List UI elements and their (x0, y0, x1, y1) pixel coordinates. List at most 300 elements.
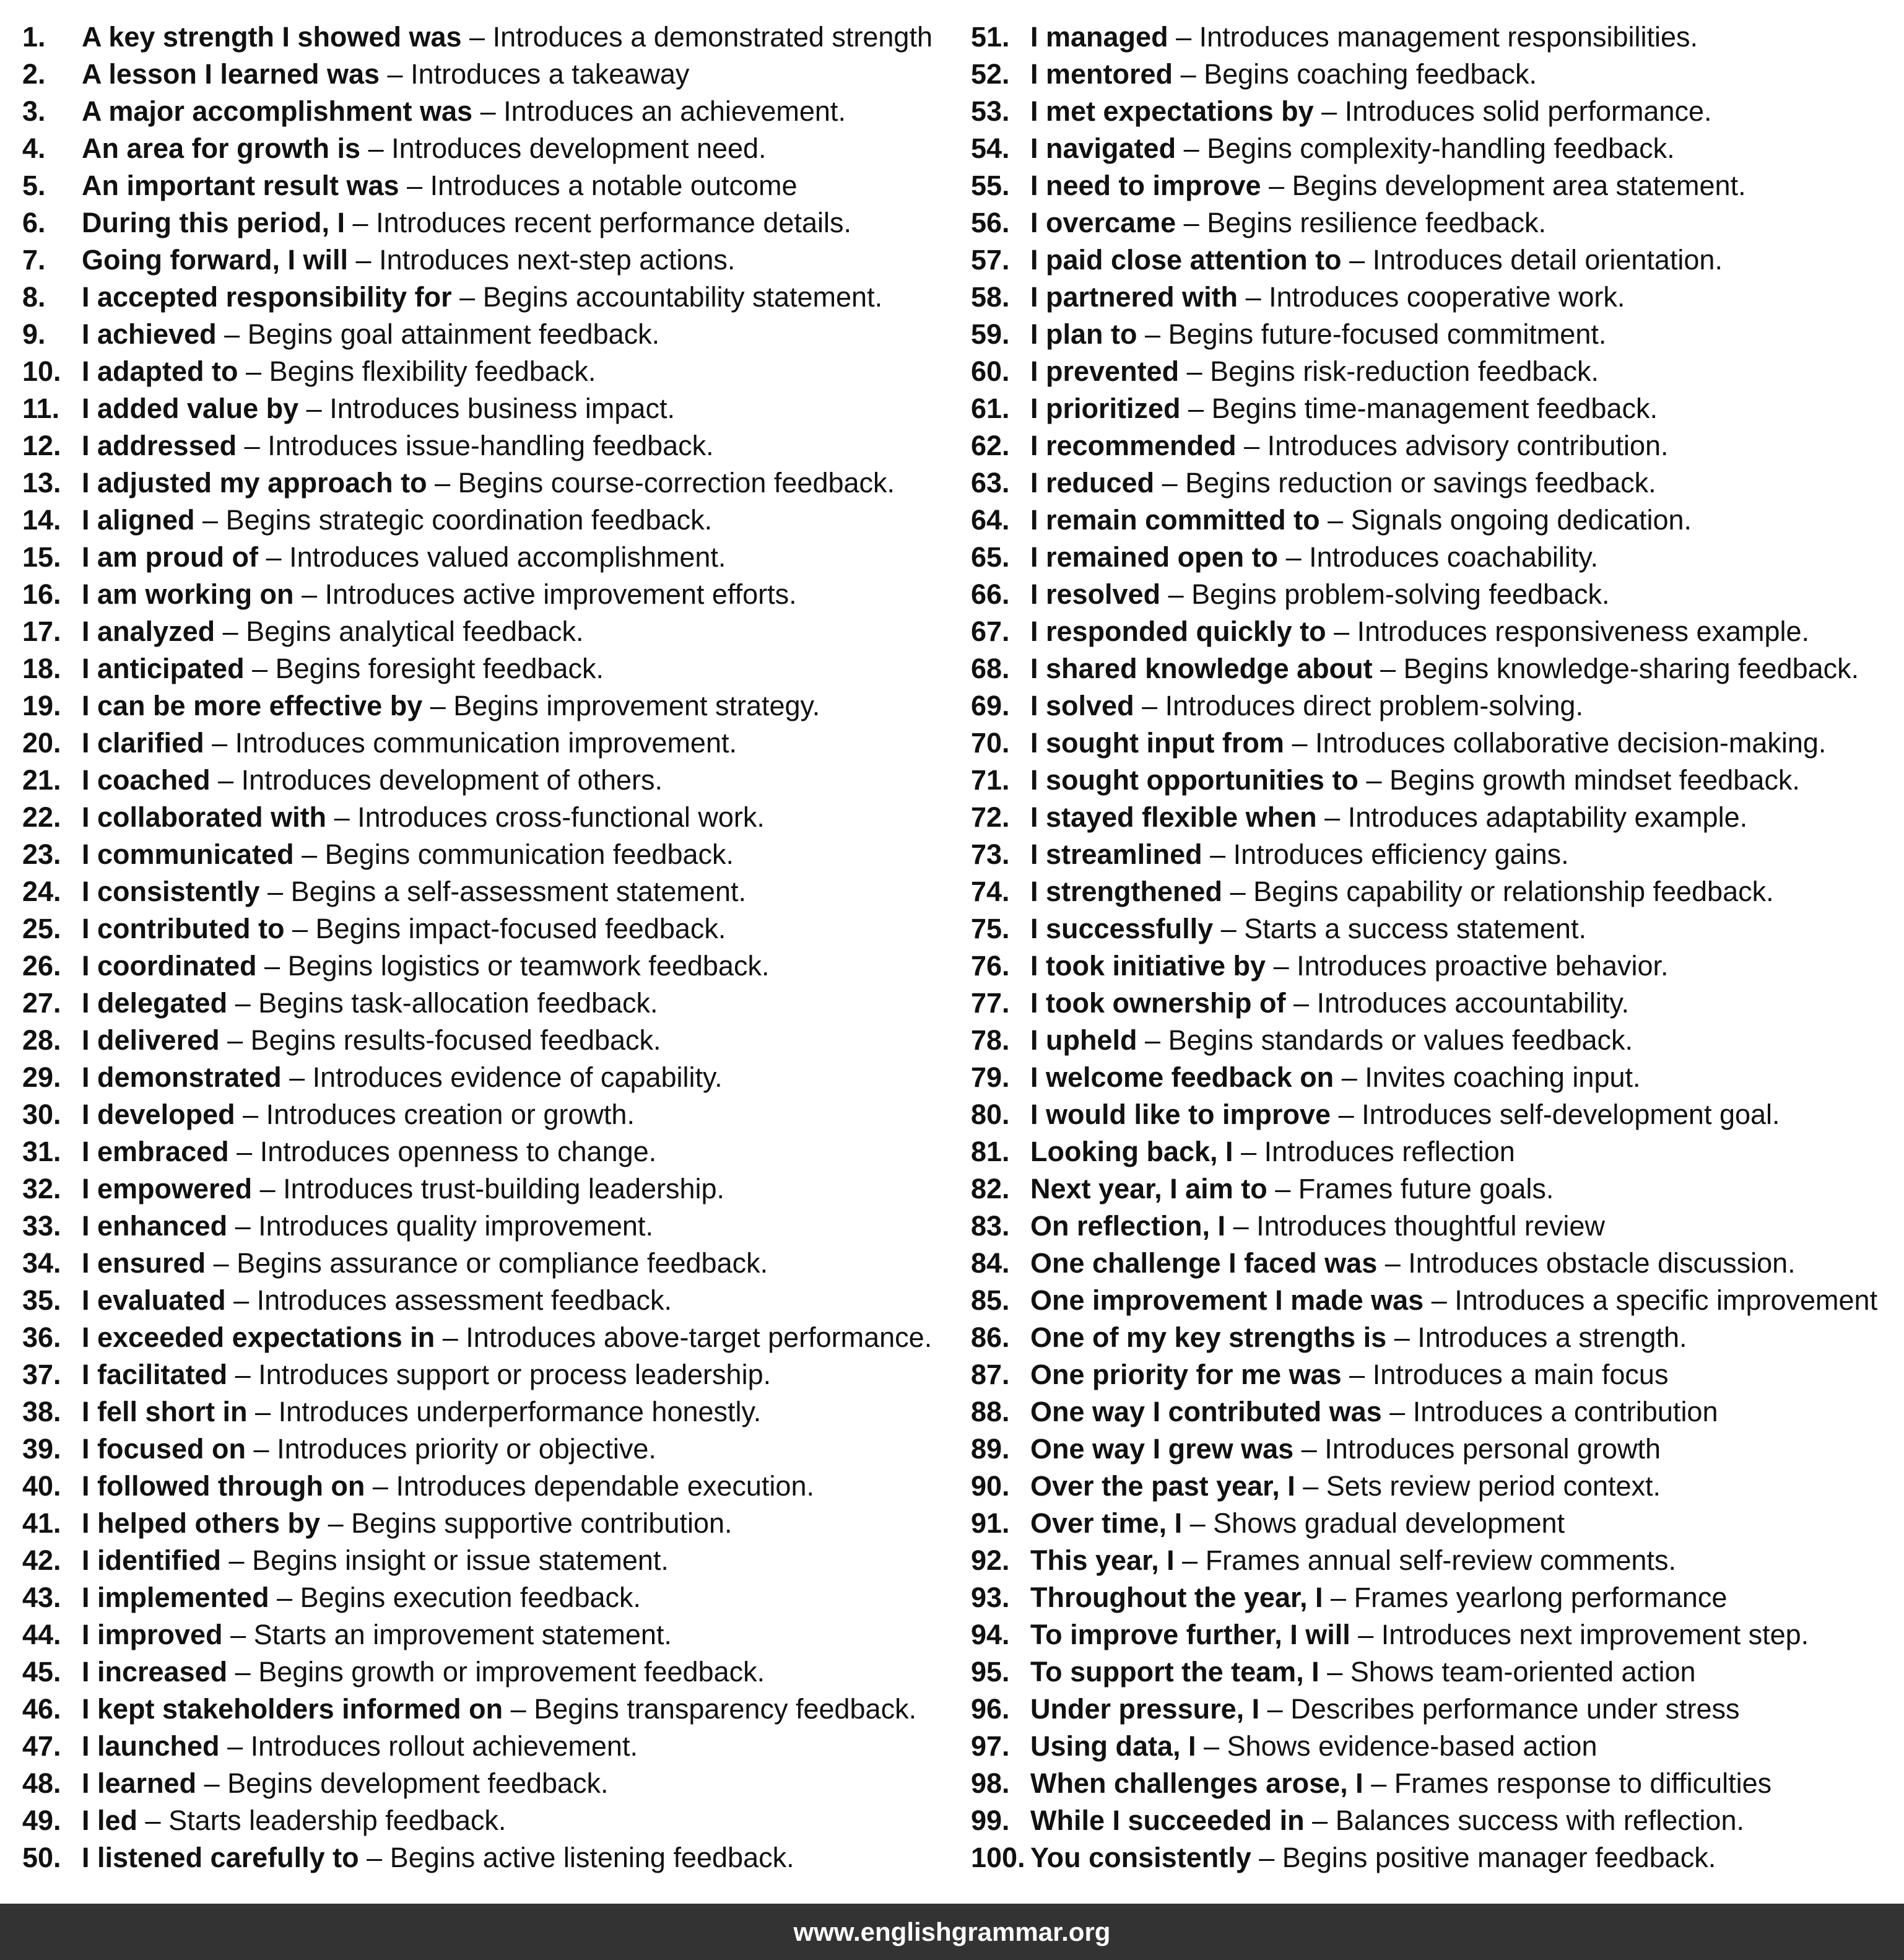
list-item (22, 613, 951, 650)
item-number: 14. (22, 504, 61, 536)
list-item (971, 650, 1900, 687)
item-body (82, 204, 851, 242)
item-body (82, 576, 797, 613)
item-number: 33. (22, 1210, 61, 1242)
item-body (1030, 1319, 1687, 1356)
item-number: 10. (22, 355, 61, 387)
item-phrase: I prioritized (1030, 393, 1181, 424)
item-number: 45. (22, 1656, 61, 1688)
list-item (971, 985, 1900, 1022)
item-number: 94. (971, 1619, 1010, 1650)
list-item (971, 1282, 1900, 1319)
list-item (22, 910, 951, 947)
item-separator: – (1168, 578, 1184, 610)
item-description: Sets review period context. (1326, 1470, 1661, 1502)
item-separator: – (334, 801, 350, 833)
item-separator: – (292, 913, 308, 944)
item-description: Introduces coachability. (1309, 541, 1599, 573)
item-description: Begins development feedback. (227, 1767, 609, 1799)
list-item (971, 19, 1900, 56)
item-description: Begins assurance or compliance feedback. (237, 1247, 768, 1279)
item-separator: – (204, 1767, 220, 1799)
item-phrase: I developed (82, 1099, 235, 1130)
item-phrase: I mentored (1030, 58, 1173, 90)
item-description: Begins flexibility feedback. (269, 355, 596, 387)
item-description: Begins impact-focused feedback. (315, 913, 726, 944)
item-body (1030, 1728, 1598, 1765)
item-body (82, 539, 726, 576)
list-item (971, 1170, 1900, 1208)
item-phrase: I demonstrated (82, 1061, 282, 1093)
item-separator: – (235, 987, 251, 1019)
item-phrase: I implemented (82, 1582, 269, 1613)
item-body (1030, 353, 1599, 390)
list-item (22, 1208, 951, 1245)
list-item (971, 1728, 1900, 1765)
item-description: Introduces thoughtful review (1256, 1210, 1605, 1242)
item-separator: – (1162, 467, 1178, 499)
list-item (22, 279, 951, 316)
item-description: Frames annual self-review comments. (1205, 1544, 1676, 1576)
item-body (1030, 1059, 1641, 1096)
list-item (971, 762, 1900, 799)
item-separator: – (1269, 170, 1285, 201)
item-separator: – (442, 1322, 458, 1353)
item-description: Begins time-management feedback. (1211, 393, 1658, 424)
item-phrase: When challenges arose, I (1030, 1767, 1363, 1799)
item-phrase: You consistently (1030, 1842, 1251, 1873)
item-phrase: I sought input from (1030, 727, 1284, 759)
list-item (22, 464, 951, 502)
item-separator: – (1182, 1544, 1198, 1576)
item-description: Begins development area statement. (1292, 170, 1746, 201)
item-number: 50. (22, 1842, 61, 1873)
item-number: 12. (22, 430, 61, 461)
item-number: 21. (22, 764, 61, 796)
item-separator: – (218, 764, 234, 796)
item-separator: – (235, 1656, 251, 1688)
item-separator: – (246, 355, 262, 387)
list-item (22, 427, 951, 464)
item-phrase: During this period, I (82, 207, 345, 238)
list-item (971, 873, 1900, 910)
item-body (82, 1022, 661, 1059)
item-description: Introduces trust-building leadership. (283, 1173, 725, 1204)
item-number: 91. (971, 1507, 1010, 1539)
item-description: Introduces evidence of capability. (312, 1061, 723, 1093)
list-item (971, 1505, 1900, 1542)
item-number: 58. (971, 281, 1010, 313)
item-number: 37. (22, 1359, 61, 1390)
list-item (22, 1802, 951, 1839)
item-number: 68. (971, 653, 1010, 684)
item-body (82, 613, 584, 650)
item-body (1030, 1839, 1716, 1876)
item-body (1030, 1208, 1605, 1245)
item-separator: – (1358, 1619, 1374, 1650)
item-body (82, 799, 765, 836)
item-body (1030, 1579, 1727, 1616)
item-description: Begins improvement strategy. (453, 690, 820, 721)
item-number: 78. (971, 1024, 1010, 1056)
item-separator: – (227, 1024, 243, 1056)
item-number: 74. (971, 876, 1010, 907)
item-number: 4. (22, 133, 46, 164)
item-body (82, 650, 604, 687)
item-description: Introduces a strength. (1417, 1322, 1687, 1353)
item-body (1030, 910, 1586, 947)
item-number: 81. (971, 1136, 1010, 1167)
item-body (1030, 1802, 1744, 1839)
item-phrase: I accepted responsibility for (82, 281, 452, 313)
list-item (971, 613, 1900, 650)
item-separator: – (202, 504, 219, 536)
item-phrase: One of my key strengths is (1030, 1322, 1387, 1353)
item-number: 9. (22, 318, 46, 350)
item-description: Begins capability or relationship feedback. (1253, 876, 1774, 907)
item-separator: – (1176, 21, 1192, 53)
list-item (22, 1431, 951, 1468)
item-number: 86. (971, 1322, 1010, 1353)
item-separator: – (243, 1099, 259, 1130)
item-number: 73. (971, 838, 1010, 870)
item-separator: – (480, 95, 496, 127)
item-phrase: I remained open to (1030, 541, 1279, 573)
footer-url[interactable]: www.englishgrammar.org (793, 1917, 1111, 1946)
item-separator: – (368, 133, 384, 164)
item-phrase: This year, I (1030, 1544, 1175, 1576)
item-phrase: I empowered (82, 1173, 253, 1204)
item-body (1030, 390, 1658, 427)
list-item (22, 1542, 951, 1579)
item-number: 69. (971, 690, 1010, 721)
item-body (82, 279, 882, 316)
item-body (82, 1542, 669, 1579)
item-description: Introduces advisory contribution. (1267, 430, 1669, 461)
item-phrase: I welcome feedback on (1030, 1061, 1334, 1093)
item-body (82, 1839, 794, 1876)
list-item (22, 19, 951, 56)
item-body (82, 56, 689, 93)
item-phrase: I shared knowledge about (1030, 653, 1373, 684)
item-phrase: I successfully (1030, 913, 1214, 944)
item-separator: – (352, 207, 368, 238)
list-item (22, 1765, 951, 1802)
item-number: 22. (22, 801, 61, 833)
item-phrase: One way I grew was (1030, 1433, 1294, 1465)
list-item (22, 56, 951, 93)
list-item (971, 1208, 1900, 1245)
item-phrase: I launched (82, 1730, 220, 1762)
item-description: Starts a success statement. (1244, 913, 1586, 944)
item-description: Introduces business impact. (329, 393, 675, 424)
item-separator: – (235, 1210, 251, 1242)
item-number: 42. (22, 1544, 61, 1576)
item-number: 62. (971, 430, 1010, 461)
item-phrase: I clarified (82, 727, 204, 759)
item-separator: – (1331, 1582, 1347, 1613)
item-number: 67. (971, 616, 1010, 647)
item-phrase: To improve further, I will (1030, 1619, 1350, 1650)
item-body (1030, 1505, 1565, 1542)
item-body (82, 353, 596, 390)
item-phrase: I exceeded expectations in (82, 1322, 435, 1353)
item-phrase: I kept stakeholders informed on (82, 1693, 503, 1725)
item-number: 70. (971, 727, 1010, 759)
item-number: 1. (22, 21, 46, 53)
item-number: 11. (22, 393, 60, 424)
list-item (971, 502, 1900, 539)
item-separator: – (1188, 393, 1204, 424)
item-separator: – (1341, 1061, 1357, 1093)
item-number: 40. (22, 1470, 61, 1502)
item-body (82, 1393, 761, 1431)
item-separator: – (1145, 1024, 1161, 1056)
item-phrase: I added value by (82, 393, 299, 424)
list-item (22, 390, 951, 427)
item-number: 13. (22, 467, 61, 499)
item-body (1030, 1096, 1780, 1133)
phrase-column-right (971, 19, 1900, 1876)
item-phrase: An important result was (82, 170, 399, 201)
item-phrase: I reduced (1030, 467, 1155, 499)
item-phrase: I prevented (1030, 355, 1180, 387)
item-body (82, 1319, 932, 1356)
item-body (1030, 1170, 1554, 1208)
item-number: 6. (22, 207, 46, 238)
item-separator: – (255, 1396, 271, 1427)
list-item (22, 539, 951, 576)
item-phrase: I aligned (82, 504, 195, 536)
list-item (22, 762, 951, 799)
item-description: Introduces a contribution (1412, 1396, 1718, 1427)
list-item (971, 1393, 1900, 1431)
item-number: 24. (22, 876, 61, 907)
item-body (1030, 947, 1668, 985)
item-description: Begins task-allocation feedback. (258, 987, 658, 1019)
item-phrase: Looking back, I (1030, 1136, 1233, 1167)
item-phrase: Under pressure, I (1030, 1693, 1260, 1725)
item-number: 89. (971, 1433, 1010, 1465)
item-phrase: I took ownership of (1030, 987, 1286, 1019)
item-separator: – (1328, 504, 1344, 536)
item-phrase: I streamlined (1030, 838, 1202, 870)
item-separator: – (1327, 1656, 1343, 1688)
list-item (971, 1431, 1900, 1468)
item-body (1030, 1542, 1676, 1579)
item-phrase: I contributed to (82, 913, 285, 944)
item-phrase: I facilitated (82, 1359, 228, 1390)
item-body (82, 1691, 916, 1728)
item-phrase: I listened carefully to (82, 1842, 359, 1873)
item-phrase: An area for growth is (82, 133, 361, 164)
item-number: 53. (971, 95, 1010, 127)
item-body (1030, 279, 1625, 316)
item-description: Balances success with reflection. (1335, 1805, 1744, 1836)
item-body (1030, 1393, 1718, 1431)
item-phrase: I partnered with (1030, 281, 1238, 313)
item-body (1030, 725, 1826, 762)
item-phrase: I analyzed (82, 616, 215, 647)
item-body (82, 130, 767, 167)
list-item (22, 1653, 951, 1691)
item-body (1030, 1133, 1515, 1170)
item-separator: – (1186, 355, 1202, 387)
item-description: Introduces communication improvement. (235, 727, 737, 759)
item-phrase: I upheld (1030, 1024, 1137, 1056)
list-item (971, 1653, 1900, 1691)
item-phrase: I managed (1030, 21, 1168, 53)
list-item (971, 576, 1900, 613)
item-body (1030, 502, 1692, 539)
list-item (971, 1542, 1900, 1579)
item-number: 19. (22, 690, 61, 721)
item-phrase: I am proud of (82, 541, 258, 573)
item-number: 46. (22, 1693, 61, 1725)
item-number: 87. (971, 1359, 1010, 1390)
item-body (82, 1431, 656, 1468)
item-body (82, 1579, 641, 1616)
item-number: 3. (22, 95, 46, 127)
list-item (971, 836, 1900, 873)
item-number: 60. (971, 355, 1010, 387)
item-description: Frames yearlong performance (1354, 1582, 1728, 1613)
item-phrase: I addressed (82, 430, 237, 461)
item-phrase: I took initiative by (1030, 950, 1266, 982)
item-description: Shows team-oriented action (1350, 1656, 1696, 1688)
item-description: Shows gradual development (1213, 1507, 1565, 1539)
item-separator: – (230, 1619, 246, 1650)
item-description: Introduces issue-handling feedback. (267, 430, 714, 461)
item-phrase: One priority for me was (1030, 1359, 1342, 1390)
item-number: 31. (22, 1136, 61, 1167)
list-item (971, 242, 1900, 279)
item-body (82, 687, 820, 725)
item-description: Introduces self-development goal. (1362, 1099, 1780, 1130)
item-separator: – (235, 1359, 251, 1390)
item-number: 25. (22, 913, 61, 944)
item-description: Begins reduction or savings feedback. (1185, 467, 1656, 499)
item-separator: – (1145, 318, 1161, 350)
list-item (971, 1691, 1900, 1728)
item-number: 28. (22, 1024, 61, 1056)
item-separator: – (355, 244, 372, 276)
item-body (1030, 204, 1546, 242)
item-separator: – (1349, 1359, 1365, 1390)
item-phrase: I adjusted my approach to (82, 467, 427, 499)
item-body (82, 19, 932, 56)
list-item (22, 1096, 951, 1133)
item-phrase: Going forward, I will (82, 244, 349, 276)
item-phrase: Over time, I (1030, 1507, 1183, 1539)
item-separator: – (1245, 281, 1261, 313)
list-item (22, 130, 951, 167)
list-item (22, 650, 951, 687)
item-body (82, 1728, 638, 1765)
list-item (22, 167, 951, 204)
item-description: Begins a self-assessment statement. (290, 876, 746, 907)
item-body (1030, 836, 1569, 873)
item-phrase: I followed through on (82, 1470, 365, 1502)
item-body (1030, 93, 1712, 130)
item-number: 29. (22, 1061, 61, 1093)
item-number: 71. (971, 764, 1010, 796)
item-body (1030, 1356, 1668, 1393)
item-phrase: One improvement I made was (1030, 1284, 1424, 1316)
item-separator: – (1204, 1730, 1220, 1762)
item-phrase: I learned (82, 1767, 197, 1799)
item-separator: – (1142, 690, 1158, 721)
item-body (82, 464, 895, 502)
list-item (22, 836, 951, 873)
item-description: Shows evidence-based action (1227, 1730, 1598, 1762)
item-body (82, 1282, 672, 1319)
item-separator: – (1292, 727, 1308, 759)
item-body (1030, 613, 1809, 650)
list-item (22, 873, 951, 910)
list-item (971, 1133, 1900, 1170)
item-body (1030, 56, 1537, 93)
item-description: Begins active listening feedback. (389, 1842, 794, 1873)
item-description: Begins communication feedback. (324, 838, 734, 870)
item-separator: – (1321, 95, 1337, 127)
item-phrase: I coached (82, 764, 211, 796)
item-number: 77. (971, 987, 1010, 1019)
item-separator: – (244, 430, 260, 461)
item-separator: – (1259, 1842, 1275, 1873)
item-separator: – (1385, 1247, 1401, 1279)
item-separator: – (1301, 1433, 1317, 1465)
item-number: 96. (971, 1693, 1010, 1725)
item-description: Introduces valued accomplishment. (289, 541, 726, 573)
list-item (22, 1468, 951, 1505)
item-separator: – (1233, 1210, 1249, 1242)
list-item (22, 353, 951, 390)
item-body (82, 390, 675, 427)
item-separator: – (233, 1284, 250, 1316)
item-separator: – (1210, 838, 1226, 870)
list-item (971, 1319, 1900, 1356)
item-number: 51. (971, 21, 1010, 53)
list-item (22, 1616, 951, 1653)
item-body (82, 725, 737, 762)
list-item (22, 1059, 951, 1096)
item-phrase: I improved (82, 1619, 223, 1650)
item-body (1030, 985, 1629, 1022)
list-item (22, 947, 951, 985)
item-separator: – (435, 467, 451, 499)
item-description: Begins execution feedback. (300, 1582, 641, 1613)
item-separator: – (1267, 1693, 1283, 1725)
item-separator: – (1371, 1767, 1387, 1799)
item-number: 75. (971, 913, 1010, 944)
item-body (1030, 799, 1747, 836)
item-separator: – (1303, 1470, 1319, 1502)
list-item (22, 502, 951, 539)
item-body (82, 1170, 724, 1208)
item-description: Begins growth mindset feedback. (1389, 764, 1800, 796)
list-item (22, 687, 951, 725)
item-description: Introduces development of others. (241, 764, 663, 796)
item-description: Introduces management responsibilities. (1199, 21, 1698, 53)
item-body (82, 836, 734, 873)
list-item (971, 687, 1900, 725)
item-number: 100. (971, 1842, 1025, 1873)
item-description: Introduces above-target performance. (466, 1322, 932, 1353)
item-description: Introduces accountability. (1316, 987, 1630, 1019)
item-body (1030, 1616, 1809, 1653)
item-number: 20. (22, 727, 61, 759)
